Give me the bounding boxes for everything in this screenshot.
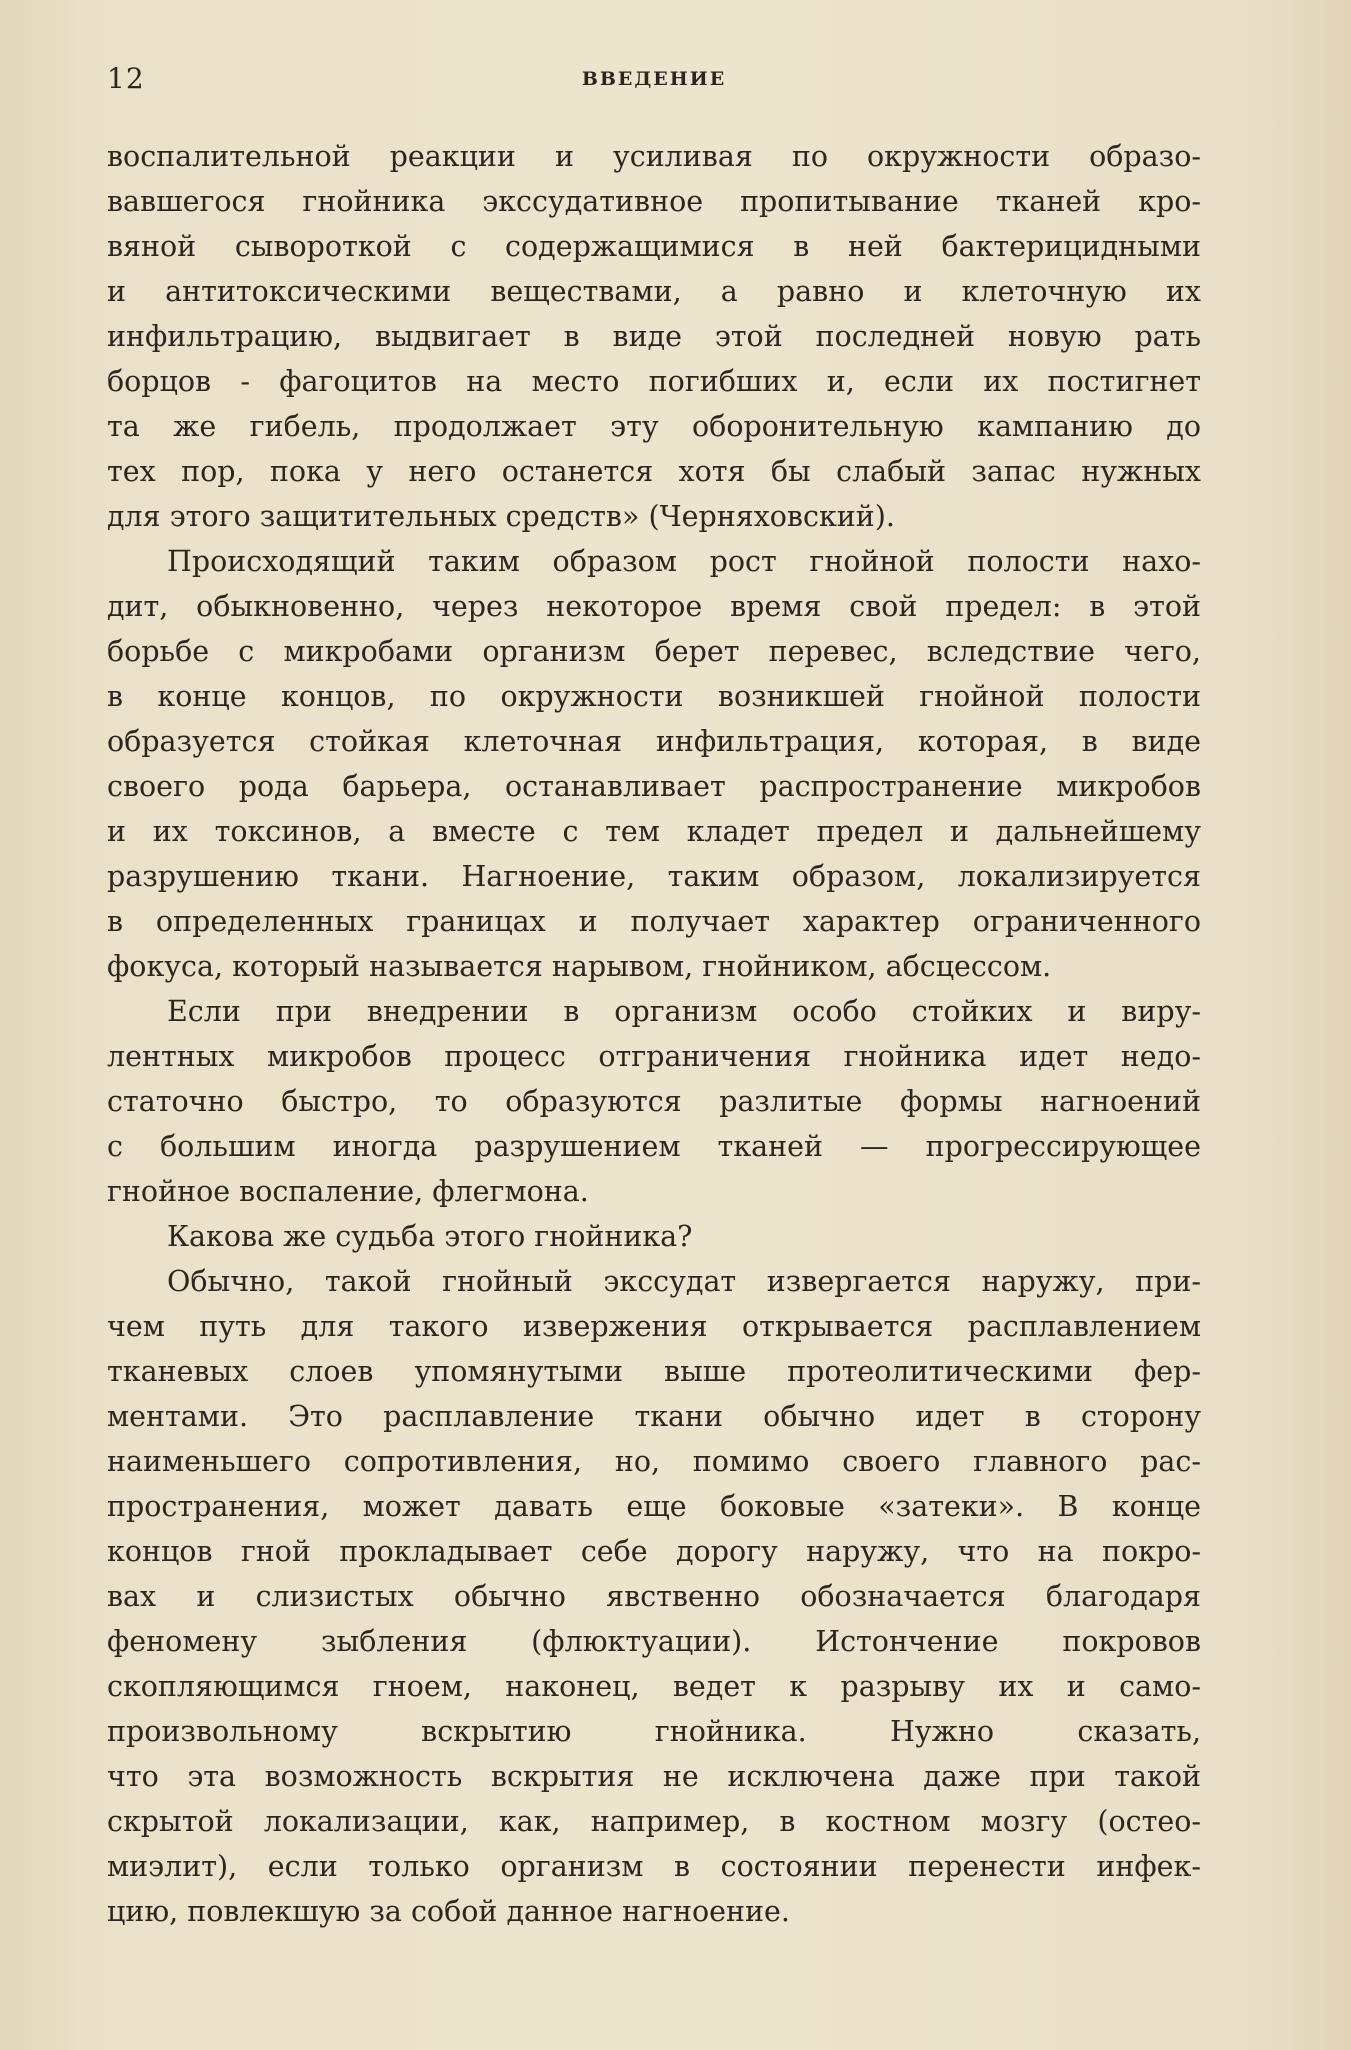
text-line: борцов - фагоцитов на место погибших и, если их постигнет (107, 365, 1201, 398)
running-title: ВВЕДЕНИЕ (581, 68, 727, 90)
text-line: своего рода барьера, останавливает распространение микробов (107, 770, 1201, 803)
text-line: вяной сывороткой с содержащимися в ней бактерицидными (107, 230, 1201, 263)
text-line: скопляющимся гноем, наконец, ведет к разрыву их и само- (107, 1670, 1201, 1703)
text-line: Происходящий таким образом рост гнойной полости нахо- (167, 545, 1201, 578)
text-line: дит, обыкновенно, через некоторое время свой предел: в этой (107, 590, 1201, 623)
text-line: ментами. Это расплавление ткани обычно идет в сторону (107, 1400, 1201, 1433)
page-header (107, 62, 1201, 102)
text-line: инфильтрацию, выдвигает в виде этой последней новую рать (107, 320, 1201, 353)
text-line: тканевых слоев упомянутыми выше протеолитическими фер- (107, 1355, 1201, 1388)
text-line: лентных микробов процесс отграничения гнойника идет недо- (107, 1040, 1201, 1073)
text-line: Какова же судьба этого гнойника? (167, 1220, 693, 1253)
text-line: борьбе с микробами организм берет перевес, вследствие чего, (107, 635, 1201, 668)
text-line: для этого защитительных средств» (Черняховский). (107, 500, 895, 533)
text-line: чем путь для такого извержения открывается расплавлением (107, 1310, 1201, 1343)
text-line: в конце концов, по окружности возникшей гнойной полости (107, 680, 1201, 713)
text-line: цию, повлекшую за собой данное нагноение. (107, 1895, 790, 1928)
text-line: разрушению ткани. Нагноение, таким образом, локализируется (107, 860, 1201, 893)
text-line: и их токсинов, а вместе с тем кладет предел и дальнейшему (107, 815, 1201, 848)
text-line: фокуса, который называется нарывом, гнойником, абсцессом. (107, 950, 1052, 983)
text-line: вавшегося гнойника экссудативное пропитывание тканей кро- (107, 185, 1201, 218)
text-line: концов гной прокладывает себе дорогу наружу, что на покро- (107, 1535, 1201, 1568)
text-line: гнойное воспаление, флегмона. (107, 1175, 589, 1208)
text-line: с большим иногда разрушением тканей — прогрессирующее (107, 1130, 1201, 1163)
text-line: в определенных границах и получает характер ограниченного (107, 905, 1201, 938)
text-line: статочно быстро, то образуются разлитые формы нагноений (107, 1085, 1201, 1118)
text-line: что эта возможность вскрытия не исключена даже при такой (107, 1760, 1201, 1793)
text-line: образуется стойкая клеточная инфильтрация, которая, в виде (107, 725, 1201, 758)
text-line: феномену зыбления (флюктуации). Истончение покровов (107, 1625, 1201, 1658)
text-line: тех пор, пока у него останется хотя бы слабый запас нужных (107, 455, 1201, 488)
text-line: наименьшего сопротивления, но, помимо своего главного рас- (107, 1445, 1201, 1478)
page-number: 12 (107, 62, 145, 95)
text-line: та же гибель, продолжает эту оборонительную кампанию до (107, 410, 1201, 443)
text-line: воспалительной реакции и усиливая по окружности образо- (107, 140, 1201, 173)
text-line: произвольному вскрытию гнойника. Нужно сказать, (107, 1715, 1201, 1748)
text-line: скрытой локализации, как, например, в костном мозгу (остео- (107, 1805, 1201, 1838)
text-line: Если при внедрении в организм особо стойких и виру- (167, 995, 1201, 1028)
text-line: пространения, может давать еще боковые «затеки». В конце (107, 1490, 1201, 1523)
text-line: вах и слизистых обычно явственно обозначается благодаря (107, 1580, 1201, 1613)
text-line: и антитоксическими веществами, а равно и клеточную их (107, 275, 1201, 308)
page-body-text (107, 134, 1201, 1934)
text-line: миэлит), если только организм в состоянии перенести инфек- (107, 1850, 1201, 1883)
text-line: Обычно, такой гнойный экссудат извергается наружу, при- (167, 1265, 1201, 1298)
